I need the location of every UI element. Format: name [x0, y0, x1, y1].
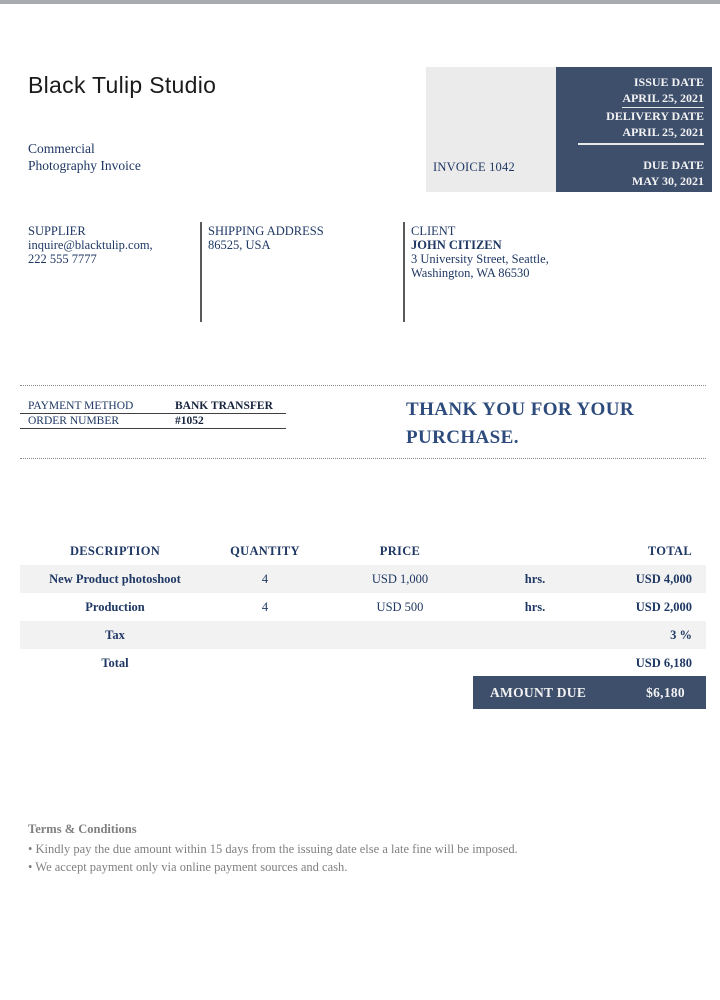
item-quantity: 4: [261, 571, 269, 586]
amount-due-label: AMOUNT DUE: [490, 684, 587, 700]
item-description: Production: [85, 599, 145, 614]
issue-date-label: ISSUE DATE: [633, 75, 704, 89]
delivery-date-value: APRIL 25, 2021: [622, 125, 704, 139]
thank-you-message: [406, 396, 706, 452]
thank-you-line-1: THANK YOU FOR YOUR: [406, 399, 634, 420]
item-description: Tax: [105, 627, 125, 642]
parties-section: [0, 222, 720, 322]
issue-date-text: APRIL 25, 2021: [622, 90, 704, 108]
top-border-bar: [0, 0, 720, 4]
shipping-address-block: [208, 224, 393, 252]
client-block: [411, 224, 681, 280]
payment-method-label: PAYMENT METHOD: [28, 400, 134, 412]
amount-due-bar: [473, 676, 706, 709]
invoice-number-box: [426, 67, 556, 192]
supplier-block: [28, 224, 193, 266]
vertical-divider: [200, 222, 202, 322]
dotted-separator-top: [20, 385, 706, 386]
item-total: 3 %: [670, 627, 692, 642]
header-description: DESCRIPTION: [69, 544, 161, 558]
company-name: Black Tulip Studio: [28, 72, 217, 98]
header-total: TOTAL: [647, 544, 692, 558]
payment-info-table: [20, 399, 286, 429]
item-unit: hrs.: [524, 571, 546, 586]
item-unit: hrs.: [524, 599, 546, 614]
item-price: USD 500: [376, 599, 424, 614]
subtitle-line-2: Photography Invoice: [28, 158, 141, 173]
order-number-value: #1052: [175, 415, 204, 427]
table-row: [20, 621, 706, 649]
vertical-divider: [403, 222, 405, 322]
payment-method-value: BANK TRANSFER: [175, 400, 273, 412]
dates-panel: [556, 67, 712, 192]
supplier-label: SUPPLIER: [28, 224, 86, 238]
subtitle-line-1: Commercial: [28, 141, 95, 156]
document-subtitle: [28, 140, 141, 174]
items-header-row: [20, 538, 706, 565]
terms-bullet-2: • We accept payment only via online payment sources and cash.: [28, 860, 348, 874]
items-table: [20, 538, 706, 677]
item-price: USD 1,000: [371, 571, 429, 586]
item-total: USD 2,000: [635, 599, 692, 614]
amount-due-value: $6,180: [646, 684, 685, 700]
header-quantity: QUANTITY: [230, 544, 300, 558]
thank-you-line-2: PURCHASE.: [406, 427, 519, 448]
terms-title: Terms & Conditions: [28, 822, 137, 836]
client-label: CLIENT: [411, 224, 456, 238]
delivery-date-label: DELIVERY DATE: [606, 109, 704, 123]
issue-date-value: [564, 90, 704, 108]
shipping-address: 86525, USA: [208, 238, 271, 252]
table-row: [20, 593, 706, 621]
shipping-label: SHIPPING ADDRESS: [208, 224, 324, 238]
due-date-value: MAY 30, 2021: [631, 174, 704, 188]
order-number-row: [20, 414, 286, 429]
header-price: PRICE: [379, 544, 421, 558]
order-number-label: ORDER NUMBER: [28, 415, 120, 427]
due-date-label: DUE DATE: [643, 158, 704, 172]
item-description: Total: [101, 655, 129, 670]
payment-method-row: [20, 399, 286, 414]
table-row: [20, 649, 706, 677]
terms-bullet-1: • Kindly pay the due amount within 15 days from the issuing date else a late fine will be imposed.: [28, 842, 518, 856]
client-name: JOHN CITIZEN: [411, 238, 502, 252]
client-address-line-2: Washington, WA 86530: [411, 266, 530, 280]
table-row: [20, 565, 706, 593]
item-description: New Product photoshoot: [49, 571, 181, 586]
supplier-email: inquire@blacktulip.com,: [28, 238, 153, 252]
item-total: USD 4,000: [635, 571, 692, 586]
dotted-separator-bottom: [20, 458, 706, 459]
terms-section: [28, 820, 628, 876]
supplier-phone: 222 555 7777: [28, 252, 97, 266]
item-quantity: 4: [261, 599, 269, 614]
item-total: USD 6,180: [635, 655, 692, 670]
invoice-number: INVOICE 1042: [433, 160, 515, 174]
client-address-line-1: 3 University Street, Seattle,: [411, 252, 549, 266]
dates-divider-line: [578, 143, 704, 145]
